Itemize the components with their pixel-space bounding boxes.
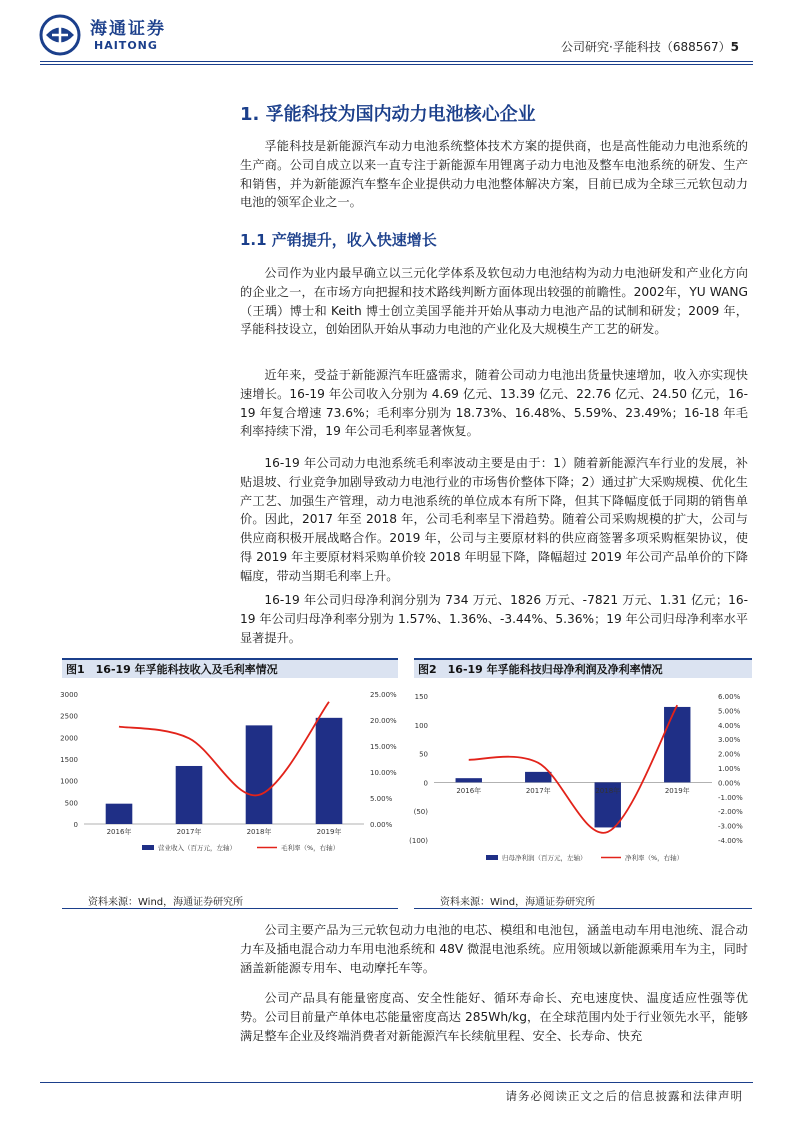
left-axis-tick-label: 0: [423, 779, 428, 788]
left-axis-tick-label: 150: [414, 693, 428, 701]
right-axis-tick-label: 4.00%: [718, 721, 741, 730]
right-axis-tick-label: 6.00%: [718, 693, 741, 701]
right-axis-tick-label: 5.00%: [370, 795, 393, 803]
header-divider-thin: [40, 64, 753, 65]
figure-2-source: 资料来源：Wind，海通证券研究所: [440, 897, 596, 908]
right-axis-tick-label: -2.00%: [718, 808, 743, 817]
paragraph-products: 公司主要产品为三元软包动力电池的电芯、模组和电池包，涵盖电动车用电池统、混合动力车及插电混合动力车用电池系统和 48V 微混电池系统。应用领域以新能源乘用车为主，同时涵盖新能源专用车、电动摩托车等。: [240, 923, 748, 975]
right-axis-tick-label: -4.00%: [718, 837, 743, 845]
legend-line-label: 净利率（%，右轴）: [625, 854, 684, 862]
paragraph-advantages: 公司产品具有能量密度高、安全性能好、循环寿命长、充电速度快、温度适应性强等优势。公司目前量产单体电芯能量密度高达 285Wh/kg，在全球范围内处于行业领先水平，能够满足整车企业及终端消费者对新能源汽车长续航里程、安全、长寿命、快充: [240, 991, 748, 1043]
figure-1: [62, 658, 398, 908]
right-axis-tick-label: 10.00%: [370, 769, 397, 777]
right-axis-tick-label: 2.00%: [718, 750, 741, 759]
bar-2016年: [106, 804, 133, 824]
right-axis-tick-label: 1.00%: [718, 765, 741, 773]
figure-1-source: 资料来源：Wind，海通证券研究所: [88, 897, 244, 908]
haitong-logo-icon: [38, 12, 86, 58]
paragraph-net-profit: 16-19 年公司归母净利润分别为 734 万元、1826 万元、-7821 万元、1.31 亿元；16-19 年公司归母净利率分别为 1.57%、1.36%、-3.44%、5.36%；19 年公司归母净利率水平显著提升。: [240, 593, 748, 645]
left-axis-tick-label: 0: [73, 821, 78, 829]
figure-1-title: 图1 16-19 年孚能科技收入及毛利率情况: [62, 658, 398, 678]
legend-bar-swatch: [486, 855, 498, 860]
logo-english-name: HAITONG: [94, 39, 158, 52]
bar-2016年: [456, 778, 482, 782]
right-axis-tick-label: -1.00%: [718, 793, 743, 802]
category-label: 2019年: [316, 828, 342, 836]
category-label: 2018年: [595, 787, 621, 795]
right-axis-tick-label: 3.00%: [718, 736, 741, 745]
paragraph-history: 公司作为业内最早确立以三元化学体系及软包动力电池结构为动力电池研发和产业化方向的企业之一，在市场方向把握和技术路线判断方面体现出较强的前瞻性。2002年，YU WANG（王瑀）博士和 Keith 博士创立美国孚能并开始从事动力电池产品的试制和研发；2009 年，孚能科技设立，创始团队开始从事动力电池的产业化及大规模生产工艺的研发。: [240, 266, 748, 337]
left-axis-tick-label: 2500: [60, 712, 78, 721]
margin-line: [119, 702, 329, 796]
margin-line: [469, 705, 678, 833]
category-label: 2017年: [176, 828, 202, 836]
category-label: 2018年: [246, 828, 272, 836]
report-type: 公司研究: [560, 40, 609, 54]
footer-disclaimer: 请务必阅读正文之后的信息披露和法律声明: [505, 1089, 743, 1103]
left-axis-tick-label: 50: [419, 750, 428, 759]
footer-divider: [40, 1082, 753, 1083]
left-axis-tick-label: (100): [409, 837, 428, 845]
left-axis-tick-label: 1000: [60, 777, 78, 786]
company-name: 孚能科技（688567）: [612, 40, 731, 54]
bar-2017年: [525, 772, 551, 783]
left-axis-tick-label: 100: [414, 721, 428, 730]
section-title: 1. 孚能科技为国内动力电池核心企业: [240, 104, 536, 125]
right-axis-tick-label: 15.00%: [370, 743, 397, 751]
figure-2-title: 图2 16-19 年孚能科技归母净利润及净利率情况: [414, 658, 752, 678]
figure-1-bottom-rule: [62, 908, 398, 909]
paragraph-margin: 16-19 年公司动力电池系统毛利率波动主要是由于：1）随着新能源汽车行业的发展，补贴退坡、行业竞争加剧导致动力电池行业的市场售价整体下降；2）通过扩大采购规模、优化生产工艺、加强生产管理，动力电池系统的单位成本有所下降，但其下降幅度低于同期的销售单价。因此，2017 年至 2018 年，公司毛利率呈下滑趋势。随着公司采购规模的扩大，公司与供应商积极开展战略合作。2019 年，公司与主要原材料的供应商签署多项采购框架协议，使得 2019 年主要原材料采购单价较 2018 年明显下降，降幅超过 2019 年公司产品单价的下降幅度，带动当期毛利率上升。: [240, 456, 748, 583]
right-axis-tick-label: 0.00%: [718, 779, 741, 788]
right-axis-tick-label: -3.00%: [718, 822, 743, 831]
category-label: 2017年: [525, 787, 551, 795]
legend-bar-label: 营业收入（百万元，左轴）: [158, 844, 236, 852]
figure-1-chart: [62, 686, 398, 886]
category-label: 2016年: [106, 828, 132, 836]
page-number: 5: [730, 40, 739, 54]
bar-2019年: [316, 718, 343, 824]
legend-bar-label: 归母净利润（百万元，左轴）: [502, 854, 587, 862]
figure-2-bottom-rule: [414, 908, 752, 909]
header-divider: [40, 61, 753, 62]
right-axis-tick-label: 5.00%: [718, 707, 741, 716]
subsection-title: 1.1 产销提升，收入快速增长: [240, 231, 437, 249]
figure-2-chart: [409, 686, 752, 886]
right-axis-tick-label: 20.00%: [370, 717, 397, 725]
category-label: 2016年: [456, 787, 482, 795]
left-axis-tick-label: 500: [64, 799, 78, 808]
right-axis-tick-label: 0.00%: [370, 821, 393, 829]
left-axis-tick-label: 3000: [60, 691, 78, 699]
section-intro-paragraph: 孚能科技是新能源汽车动力电池系统整体技术方案的提供商，也是高性能动力电池系统的生产商。公司自成立以来一直专注于新能源车用锂离子动力电池及整车电池系统的研发、生产和销售，并为新能源汽车整车企业提供动力电池整体解决方案，目前已成为全球三元软包动力电池的领军企业之一。: [240, 139, 748, 210]
paragraph-revenue: 近年来，受益于新能源汽车旺盛需求，随着公司动力电池出货量快速增加，收入亦实现快速增长。16-19 年公司收入分别为 4.69 亿元、13.39 亿元、22.76 亿元、24.50 亿元，16-19 年复合增速 73.6%；毛利率分别为 18.73%、16.48%、5.59%、23.49%；16-18 年毛利率持续下滑，19 年公司毛利率显著恢复。: [240, 368, 748, 439]
logo-chinese-name: 海通证券: [90, 19, 166, 39]
figure-2: [409, 658, 752, 908]
right-axis-tick-label: 25.00%: [370, 691, 397, 699]
left-axis-tick-label: 1500: [60, 756, 78, 764]
legend-line-label: 毛利率（%，右轴）: [281, 844, 340, 852]
bar-2019年: [664, 707, 690, 782]
left-axis-tick-label: (50): [413, 808, 428, 817]
left-axis-tick-label: 2000: [60, 734, 78, 743]
category-label: 2019年: [664, 787, 690, 795]
haitong-logo: [38, 12, 188, 58]
bar-2017年: [176, 766, 203, 824]
bar-2018年: [246, 725, 273, 824]
legend-bar-swatch: [142, 845, 154, 850]
page-header-info: 公司研究·孚能科技（688567）5: [560, 40, 739, 54]
